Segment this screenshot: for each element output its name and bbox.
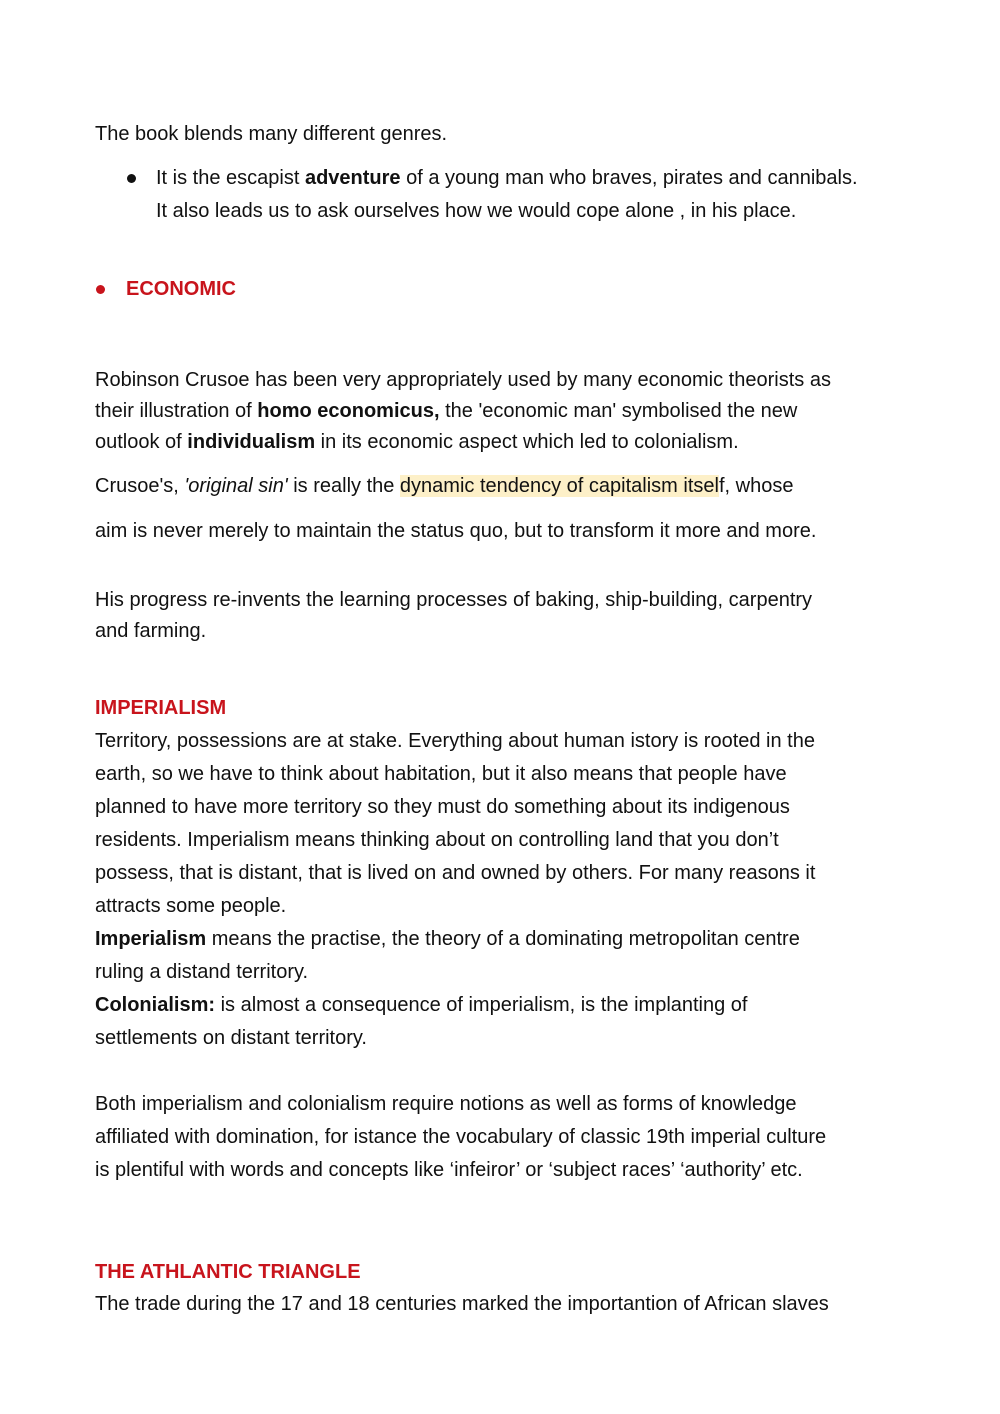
intro-line: The book blends many different genres. (95, 123, 448, 145)
paragraph-line: Crusoe's, 'original sin' is really the dynamic tendency of capitalism itself, whose (95, 475, 794, 497)
paragraph-line: Territory, possessions are at stake. Everything about human istory is rooted in the (95, 730, 815, 752)
section-heading-economic: ECONOMIC (126, 278, 236, 300)
bullet-line: It also leads us to ask ourselves how we would cope alone , in his place. (156, 200, 797, 222)
paragraph-line: planned to have more territory so they must do something about its indigenous (95, 796, 790, 818)
paragraph-line: earth, so we have to think about habitation, but it also means that people have (95, 763, 787, 785)
paragraph-line: Robinson Crusoe has been very appropriately used by many economic theorists as (95, 369, 831, 391)
definition-line: settlements on distant territory. (95, 1027, 367, 1049)
highlighted-text: dynamic tendency of capitalism itsel (399, 475, 719, 497)
definition-line: ruling a distand territory. (95, 961, 309, 983)
paragraph-line: aim is never merely to maintain the status quo, but to transform it more and more. (95, 520, 817, 542)
definition-line: Imperialism means the practise, the theory of a dominating metropolitan centre (95, 928, 800, 950)
paragraph-line: residents. Imperialism means thinking about on controlling land that you don’t (95, 829, 779, 851)
paragraph-line: attracts some people. (95, 895, 287, 917)
paragraph-line: their illustration of homo economicus, the 'economic man' symbolised the new (95, 400, 798, 422)
paragraph-line: affiliated with domination, for istance the vocabulary of classic 19th imperial culture (95, 1126, 827, 1148)
bullet-icon (127, 174, 136, 183)
section-heading-atlantic-triangle: THE ATHLANTIC TRIANGLE (95, 1261, 361, 1283)
paragraph-line: and farming. (95, 620, 207, 642)
bullet-line: It is the escapist adventure of a young man who braves, pirates and cannibals. (156, 167, 858, 189)
paragraph-line: possess, that is distant, that is lived on and owned by others. For many reasons it (95, 862, 816, 884)
definition-line: Colonialism: is almost a consequence of imperialism, is the implanting of (95, 994, 748, 1016)
paragraph-line: His progress re-invents the learning processes of baking, ship-building, carpentry (95, 589, 813, 611)
paragraph-line: Both imperialism and colonialism require notions as well as forms of knowledge (95, 1093, 797, 1115)
paragraph-line: The trade during the 17 and 18 centuries marked the importantion of African slaves (95, 1293, 829, 1315)
paragraph-line: is plentiful with words and concepts like ‘infeiror’ or ‘subject races’ ‘authority’ etc. (95, 1159, 803, 1181)
paragraph-line: outlook of individualism in its economic aspect which led to colonialism. (95, 431, 739, 453)
red-bullet-icon (96, 285, 105, 294)
section-heading-imperialism: IMPERIALISM (95, 697, 227, 719)
